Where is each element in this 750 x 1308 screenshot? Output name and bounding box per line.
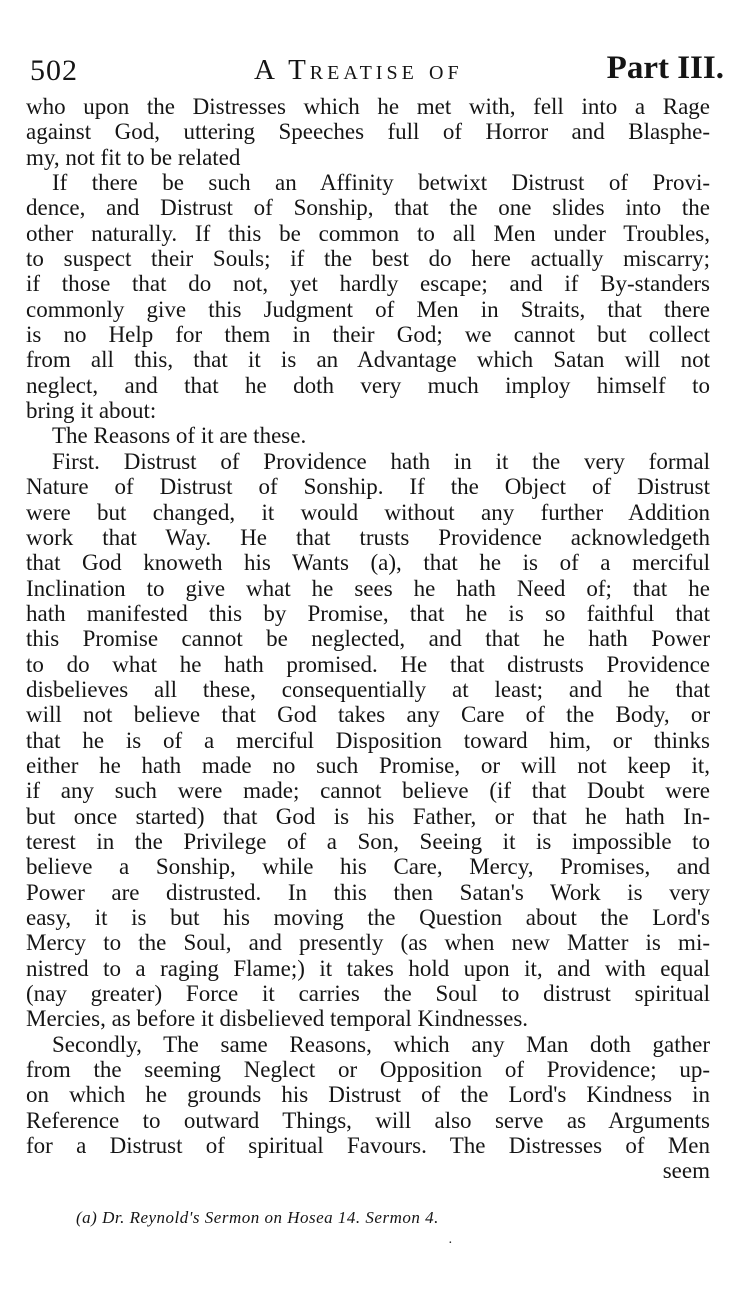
text-line: from the seeming Neglect or Opposition of Providence; up- <box>26 1057 710 1083</box>
text-line: dence, and Distrust of Sonship, that the one slides into the <box>26 195 710 221</box>
text-line: either he hath made no such Promise, or will not keep it, <box>26 752 710 778</box>
text-line: were but changed, it would without any further Addition <box>26 499 710 525</box>
text-line: from all this, that it is an Advantage which Satan will not <box>26 347 710 373</box>
text-line: if any such were made; cannot believe (if that Doubt were <box>26 778 710 804</box>
body-text <box>26 94 710 1184</box>
text-line: is no Help for them in their God; we cannot but collect <box>26 322 710 348</box>
running-title: A Treatise of <box>254 54 463 86</box>
footnote: (a) Dr. Reynold's Sermon on Hosea 14. Sermon 4. <box>76 1208 439 1227</box>
text-line: bring it about: <box>26 398 157 424</box>
text-line: terest in the Privilege of a Son, Seeing it is impossible to <box>26 828 710 854</box>
text-line: to suspect their Souls; if the best do here actually miscarry; <box>26 246 710 272</box>
text-line: First. Distrust of Providence hath in it the very formal <box>52 448 710 474</box>
text-line: disbelieves all these, consequentially at least; and he that <box>26 676 710 702</box>
text-line: (nay greater) Force it carries the Soul to distrust spiritual <box>26 981 710 1007</box>
text-line: Inclination to give what he sees he hath Need of; that he <box>26 575 710 601</box>
text-line: hath manifested this by Promise, that he is so faithful that <box>26 600 710 626</box>
text-line: this Promise cannot be neglected, and that he hath Power <box>26 626 710 652</box>
text-line: commonly give this Judgment of Men in Straits, that there <box>26 296 710 322</box>
text-line: that God knoweth his Wants (a), that he is of a merciful <box>26 550 710 576</box>
text-line: that he is of a merciful Disposition toward him, or thinks <box>26 727 710 753</box>
text-line: to do what he hath promised. He that distrusts Providence <box>26 651 710 677</box>
part-label: Part III. <box>606 50 724 86</box>
text-line: who upon the Distresses which he met with, fell into a Rage <box>26 94 710 119</box>
text-line: on which he grounds his Distrust of the Lord's Kindness in <box>26 1082 710 1108</box>
text-line: other naturally. If this be common to all Men under Troubles, <box>26 220 710 246</box>
page-header <box>26 48 726 94</box>
text-line: for a Distrust of spiritual Favours. The Distresses of Men <box>26 1133 710 1159</box>
text-line: Mercies, as before it disbelieved temporal Kindnesses. <box>26 1006 529 1032</box>
text-line: believe a Sonship, while his Care, Mercy, Promises, and <box>26 854 710 880</box>
text-line: The Reasons of it are these. <box>52 423 307 449</box>
text-line: If there be such an Affinity betwixt Distrust of Provi- <box>52 170 710 196</box>
page-number: 502 <box>30 54 78 87</box>
text-line: Nature of Distrust of Sonship. If the Object of Distrust <box>26 474 710 500</box>
text-line: but once started) that God is his Father, or that he hath In- <box>26 803 710 829</box>
text-line: Mercy to the Soul, and presently (as when new Matter is mi- <box>26 930 710 956</box>
text-line: Reference to outward Things, will also serve as Arguments <box>26 1107 710 1133</box>
text-line: against God, uttering Speeches full of Horror and Blasphe- <box>26 119 710 145</box>
printer-dot: · <box>448 1236 453 1251</box>
text-line: nistred to a raging Flame;) it takes hold upon it, and with equal <box>26 955 710 981</box>
catchword: seem <box>662 1158 710 1184</box>
text-line: if those that do not, yet hardly escape; and if By-standers <box>26 271 710 297</box>
text-line: Power are distrusted. In this then Satan's Work is very <box>26 879 710 905</box>
text-line: will not believe that God takes any Care of the Body, or <box>26 702 710 728</box>
text-line: neglect, and that he doth very much imploy himself to <box>26 372 710 398</box>
text-line: work that Way. He that trusts Providence acknowledgeth <box>26 524 710 550</box>
text-line: easy, it is but his moving the Question about the Lord's <box>26 905 710 930</box>
text-line: Secondly, The same Reasons, which any Man doth gather <box>52 1031 710 1057</box>
text-line: my, not fit to be related <box>26 144 241 170</box>
